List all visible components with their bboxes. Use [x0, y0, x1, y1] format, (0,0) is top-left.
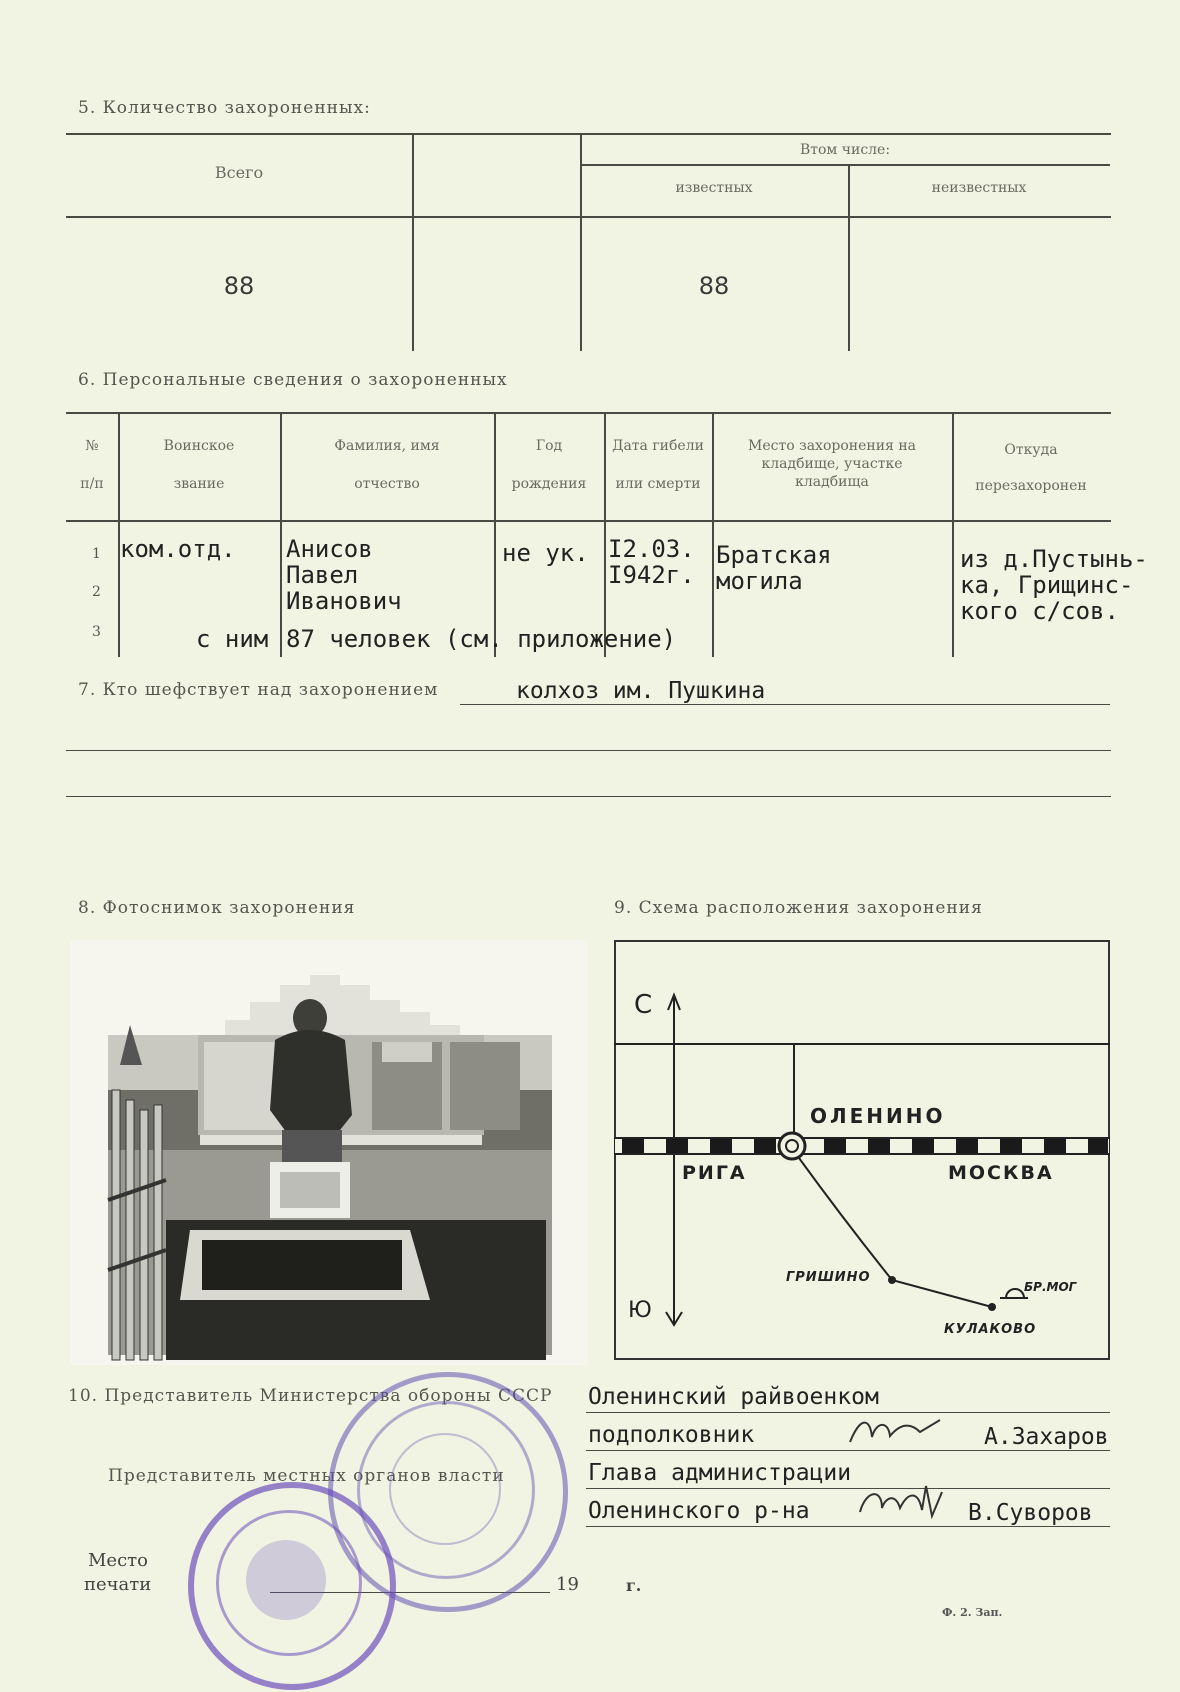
place-value-2: могила	[716, 567, 803, 595]
hdr-from-2: перезахоронен	[975, 478, 1087, 494]
patronymic-value: Иванович	[286, 587, 402, 615]
print-code: Ф. 2. Зап.	[942, 1606, 1003, 1619]
hdr-year-1: Год	[535, 438, 563, 454]
origin-value-3: кого с/сов.	[960, 597, 1119, 625]
rule	[460, 704, 1110, 705]
seal-place-label-2: печати	[84, 1574, 152, 1595]
hdr-from-1: Откуда	[1004, 442, 1058, 458]
surname-value: Анисов	[286, 535, 373, 563]
hdr-name-2: отчество	[354, 476, 420, 492]
moskva-label: МОСКВА	[948, 1162, 1054, 1184]
rule	[66, 216, 1111, 218]
local-signatory-name: В.Суворов	[968, 1500, 1093, 1526]
signature-2	[852, 1482, 962, 1526]
origin-value-2: ка, Грищинс-	[960, 571, 1134, 599]
burial-photo	[70, 940, 588, 1365]
seal-place-label-1: Место	[88, 1550, 148, 1571]
military-signatory-name: А.Захаров	[984, 1424, 1109, 1450]
known-value: 88	[698, 272, 730, 300]
hdr-death-2: или смерти	[615, 476, 701, 492]
year-suffix: г.	[626, 1576, 642, 1595]
rule	[66, 133, 1111, 135]
military-org-value: Оленинский райвоенком	[588, 1384, 879, 1410]
grishino-label: ГРИШИНО	[786, 1270, 871, 1285]
hdr-year-2: рождения	[511, 476, 587, 492]
section5-title: 5. Количество захороненных:	[78, 98, 371, 118]
monument-photo-image	[70, 940, 588, 1365]
rule	[412, 133, 414, 351]
with-him-label: с ним	[196, 625, 269, 653]
row-number: 1	[92, 546, 101, 562]
hdr-name-1: Фамилия, имя	[334, 438, 440, 454]
location-scheme	[614, 940, 1110, 1360]
scheme-drawing	[614, 940, 1110, 1360]
total-value: 88	[223, 272, 255, 300]
rank-value: ком.отд.	[120, 535, 236, 563]
section10-title: 10. Представитель Министерства обороны СССР	[68, 1386, 553, 1406]
section9-title: 9. Схема расположения захоронения	[614, 898, 983, 918]
local-authority-label: Представитель местных органов власти	[108, 1466, 505, 1486]
rule	[66, 796, 1111, 797]
local-district-value: Оленинского р-на	[588, 1498, 810, 1524]
grave-marker-label: БР.МОГ	[1024, 1280, 1077, 1294]
official-stamp-2	[188, 1482, 396, 1690]
military-rank-value: подполковник	[588, 1422, 755, 1448]
row-number: 2	[92, 584, 101, 600]
rule	[586, 1450, 1110, 1451]
rule	[580, 164, 1110, 166]
hdr-rank-1: Воинское	[163, 438, 235, 454]
hdr-num-2: п/п	[80, 476, 104, 492]
death-year-value: I942г.	[608, 561, 695, 589]
north-label: С	[634, 990, 653, 1020]
kulakovo-label: КУЛАКОВО	[944, 1322, 1037, 1337]
birth-value: не ук.	[502, 539, 589, 567]
firstname-value: Павел	[286, 561, 359, 589]
rule	[586, 1488, 1110, 1489]
death-date-value: I2.03.	[608, 535, 695, 563]
place-value-1: Братская	[716, 541, 832, 569]
others-value: 87 человек (см. приложение)	[286, 625, 677, 653]
section6-title: 6. Персональные сведения о захороненных	[78, 370, 508, 390]
rule	[66, 750, 1111, 751]
col-total-header: Всего	[214, 163, 264, 182]
hdr-place-3: кладбища	[795, 474, 869, 490]
hdr-rank-2: звание	[173, 476, 225, 492]
col-unknown-header: неизвестных	[931, 180, 1027, 196]
rule	[580, 133, 582, 351]
row-number: 3	[92, 624, 101, 640]
signature-1	[840, 1412, 960, 1452]
riga-label: РИГА	[682, 1162, 747, 1184]
year-prefix: 19	[556, 1574, 579, 1595]
olenino-label: ОЛЕНИНО	[810, 1104, 946, 1128]
hdr-place-2: кладбище, участке	[761, 456, 903, 472]
hdr-death-1: Дата гибели	[612, 438, 704, 454]
patron-value: колхоз им. Пушкина	[516, 678, 766, 704]
section7-title: 7. Кто шефствует над захоронением	[78, 680, 439, 700]
origin-value-1: из д.Пустынь-	[960, 545, 1148, 573]
col-known-header: известных	[675, 180, 753, 196]
rule	[66, 412, 1111, 414]
rule	[66, 520, 1111, 522]
hdr-place-1: Место захоронения на	[747, 438, 917, 454]
south-label: Ю	[628, 1298, 652, 1323]
col-including-header: Втом числе:	[799, 142, 891, 158]
rule	[586, 1526, 1110, 1527]
section8-title: 8. Фотоснимок захоронения	[78, 898, 356, 918]
local-position-value: Глава администрации	[588, 1460, 852, 1486]
hdr-num-1: №	[85, 438, 99, 454]
